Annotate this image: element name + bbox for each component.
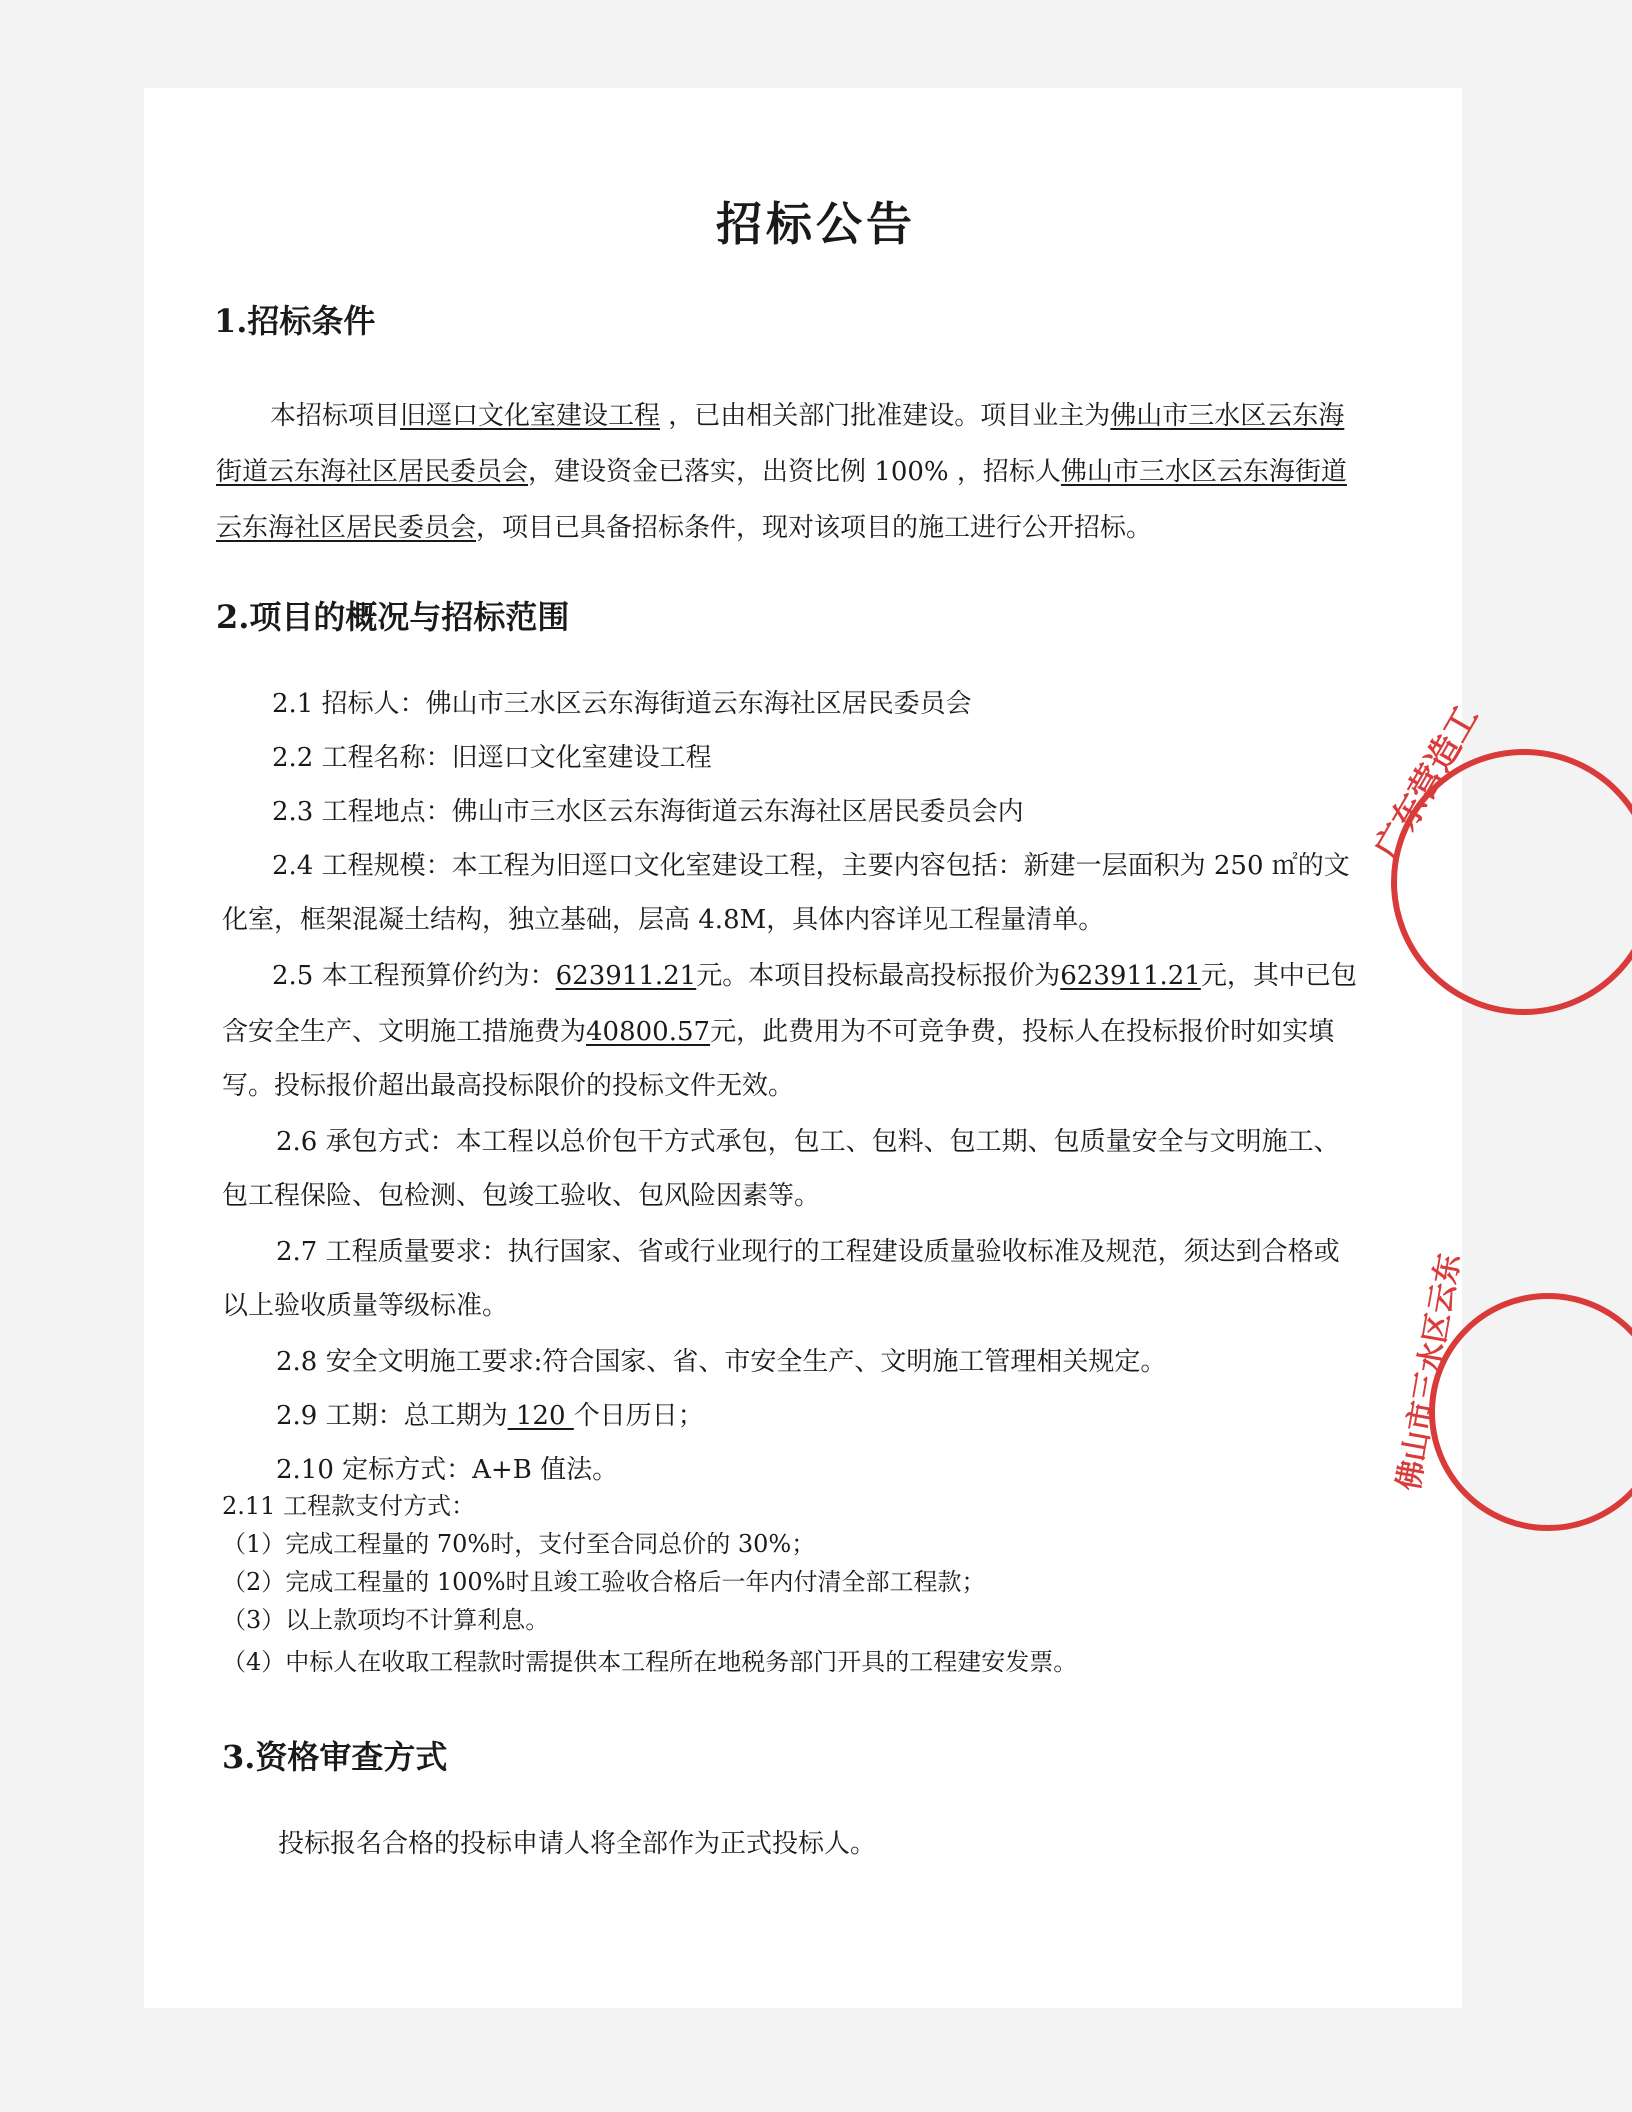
company-seal-top <box>1354 699 1487 1022</box>
payment-term-4: （4）中标人在收取工程款时需提供本工程所在地税务部门开具的工程建安发票。 <box>222 1648 1078 1676</box>
payment-term-2: （2）完成工程量的 100%时且竣工验收合格后一年内付清全部工程款； <box>222 1568 986 1596</box>
section-2-heading: 2.项目的概况与招标范围 <box>216 598 570 636</box>
construction-period: 120 <box>507 1401 574 1431</box>
item-2-7-line-2: 以上验收质量等级标准。 <box>222 1291 509 1321</box>
project-owner: 佛山市三水区云东海街道云东海社区居民委员会 <box>216 401 1345 487</box>
page-title: 招标公告 <box>716 197 916 251</box>
payment-term-3: （3）以上款项均不计算利息。 <box>222 1606 550 1634</box>
svg-text:佛山市三水区云东: 佛山市三水区云东 <box>1391 1250 1468 1494</box>
payment-term-1: （1）完成工程量的 70%时，支付至合同总价的 30%； <box>222 1530 816 1558</box>
item-2-9: 2.9 工期：总工期为 120 个日历日； <box>276 1401 704 1431</box>
item-2-6-line-1: 2.6 承包方式：本工程以总价包干方式承包，包工、包料、包工期、包质量安全与文明施工、 <box>276 1127 1340 1157</box>
project-name: 旧逕口文化室建设工程 <box>400 401 661 431</box>
item-2-4-line-1: 2.4 工程规模：本工程为旧逕口文化室建设工程，主要内容包括：新建一层面积为 250 ㎡的文 <box>272 851 1350 881</box>
item-2-6-line-2: 包工程保险、包检测、包竣工验收、包风险因素等。 <box>222 1181 821 1211</box>
section-3-heading: 3.资格审查方式 <box>222 1738 448 1776</box>
item-2-5-line-1: 2.5 本工程预算价约为：623911.21元。本项目投标最高投标报价为623911.21元，其中已包 <box>272 961 1357 991</box>
item-2-4-line-2: 化室，框架混凝土结构，独立基础，层高 4.8M，具体内容详见工程量清单。 <box>222 905 1105 935</box>
item-2-5-line-2: 含安全生产、文明施工措施费为40800.57元，此费用为不可竞争费，投标人在投标报价时如实填 <box>222 1017 1335 1047</box>
section-3-text: 投标报名合格的投标申请人将全部作为正式投标人。 <box>278 1829 877 1859</box>
section-1-paragraph: 本招标项目旧逕口文化室建设工程 ，已由相关部门批准建设。项目业主为佛山市三水区云东海街道云东海社区居民委员会，建设资金已落实，出资比例 100% ，招标人佛山市三水区云东海街道云东海社区居民委员会，项目已具备招标条件，现对该项目的施工进行公开招标。 <box>216 401 1347 543</box>
item-2-5-line-3: 写。投标报价超出最高投标限价的投标文件无效。 <box>222 1071 795 1101</box>
item-2-3: 2.3 工程地点：佛山市三水区云东海街道云东海社区居民委员会内 <box>272 797 1024 827</box>
tenderer: 佛山市三水区云东海街道云东海社区居民委员会 <box>216 457 1347 543</box>
item-2-7-line-1: 2.7 工程质量要求：执行国家、省或行业现行的工程建设质量验收标准及规范，须达到合格或 <box>276 1237 1340 1267</box>
item-2-1: 2.1 招标人：佛山市三水区云东海街道云东海社区居民委员会 <box>272 689 972 719</box>
budget-price: 623911.21 <box>555 961 697 991</box>
safety-fee: 40800.57 <box>586 1017 711 1047</box>
item-2-11: 2.11 工程款支付方式： <box>222 1492 476 1520</box>
item-2-8: 2.8 安全文明施工要求:符合国家、省、市安全生产、文明施工管理相关规定。 <box>276 1347 1167 1377</box>
section-1-heading: 1.招标条件 <box>214 302 376 340</box>
max-bid-price: 623911.21 <box>1060 961 1201 991</box>
item-2-2: 2.2 工程名称：旧逕口文化室建设工程 <box>272 743 712 773</box>
svg-text:广东营造工: 广东营造工 <box>1367 699 1487 867</box>
company-seal-bottom <box>1391 1250 1468 1532</box>
item-2-10: 2.10 定标方式：A+B 值法。 <box>276 1455 619 1485</box>
